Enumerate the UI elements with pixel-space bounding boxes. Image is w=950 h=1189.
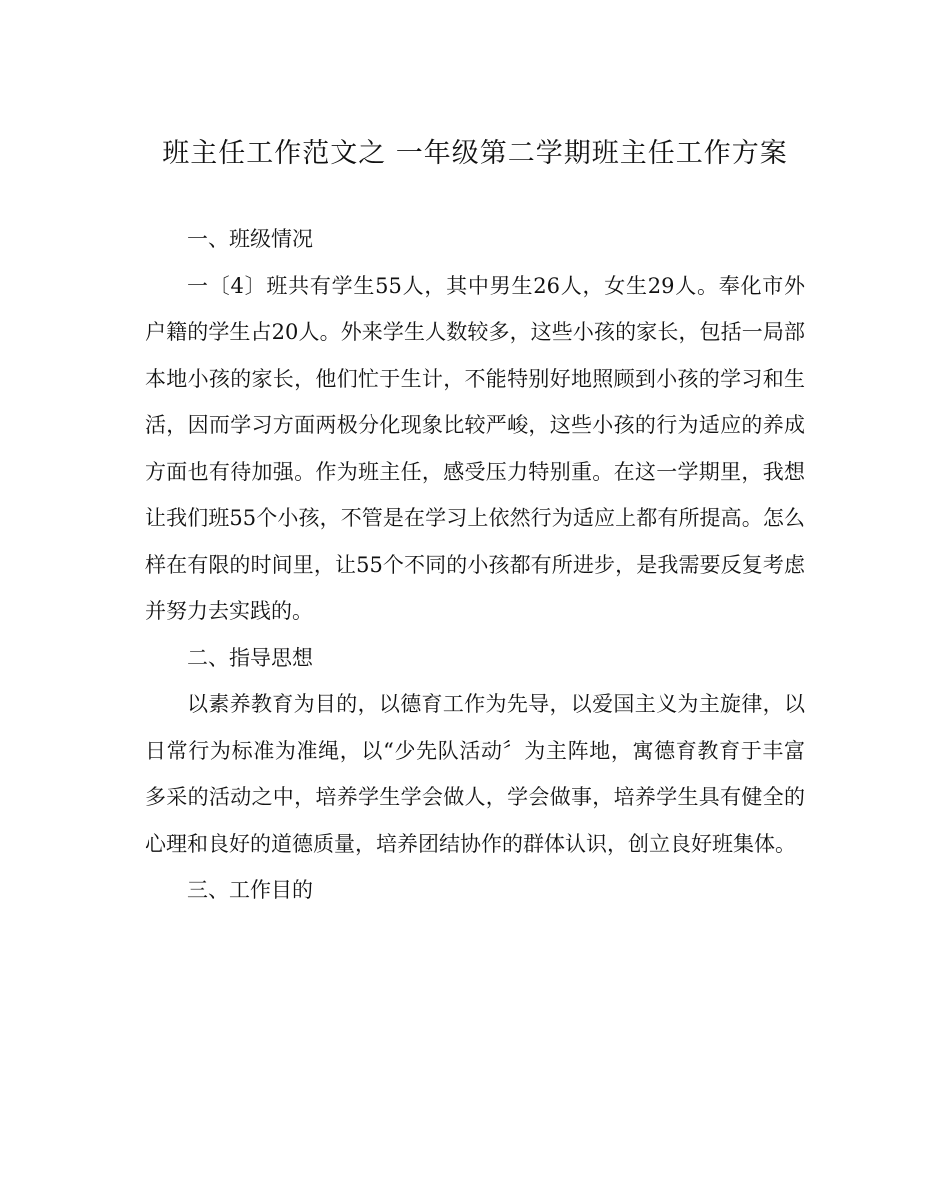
section-heading-work-goals: 三、工作目的 [187, 878, 313, 902]
section-paragraph-class-situation: 一〔4〕班共有学生55人，其中男生26人，女生29人。奉化市外户籍的学生占20人。外来学生人数较多，这些小孩的家长，包括一局部本地小孩的家长，他们忙于生计，不能特别好地照顾到小孩的学习和生活，因而学习方面两极分化现象比较严峻，这些小孩的行为适应的养成方面也有待加强。作为班主任，感受压力特别重。在这一学期里，我想让我们班55个小孩，不管是在学习上依然行为适应上都有所提高。怎么样在有限的时间里，让55个不同的小孩都有所进步，是我需要反复考虑并努力去实践的。 [145, 273, 805, 623]
document-body [145, 216, 805, 914]
section-paragraph-guiding-ideology: 以素养教育为目的，以德育工作为先导，以爱国主义为主旋律，以日常行为标准为准绳，以“少先队活动〞为主阵地，寓德育教育于丰富多采的活动之中，培养学生学会做人，学会做事，培养学生具有健全的心理和良好的道德质量，培养团结协作的群体认识，创立良好班集体。 [145, 692, 805, 856]
section-heading-class-situation: 一、班级情况 [187, 227, 313, 251]
section-heading-guiding-ideology: 二、指导思想 [187, 645, 313, 670]
document-title: 班主任工作范文之 一年级第二学期班主任工作方案 [162, 138, 788, 169]
